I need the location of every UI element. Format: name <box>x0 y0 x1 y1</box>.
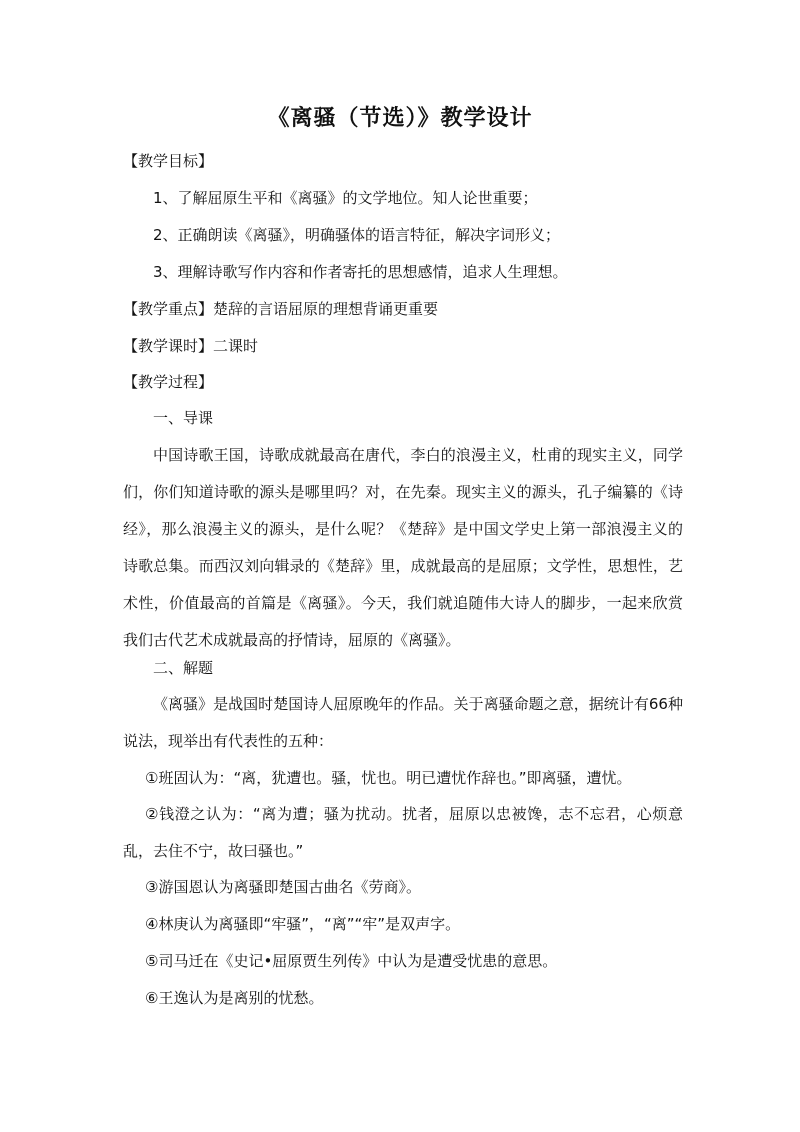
process-heading: 【教学过程】 <box>123 373 214 391</box>
section-explanation-intro: 《离骚》是战国时楚国诗人屈原晚年的作品。关于离骚命题之意，据统计有66种说法，现举出有代表性的五种： <box>123 695 683 750</box>
section-heading-intro: 一、导课 <box>153 409 214 427</box>
interpretation-item: ③游国恩认为离骚即楚国古曲名《劳商》。 <box>145 878 421 896</box>
interpretation-item: ②钱澄之认为：“离为遭；骚为扰动。扰者，屈原以忠被馋，志不忘君，心烦意乱，去住不宁，故曰骚也。” <box>123 805 683 860</box>
objectives-heading: 【教学目标】 <box>123 152 214 170</box>
document-title: 《离骚（节选）》教学设计 <box>267 106 533 131</box>
class-hours: 【教学课时】二课时 <box>123 337 259 355</box>
interpretation-item: ⑤司马迁在《史记•屈原贾生列传》中认为是遭受忧患的意思。 <box>145 952 558 970</box>
key-points: 【教学重点】楚辞的言语屈原的理想背诵更重要 <box>123 300 439 318</box>
objective-item: 3、理解诗歌写作内容和作者寄托的思想感情，追求人生理想。 <box>153 263 568 281</box>
interpretation-item: ⑥王逸认为是离别的忧愁。 <box>145 989 324 1007</box>
section-intro-paragraph: 中国诗歌王国，诗歌成就最高在唐代，李白的浪漫主义，杜甫的现实主义，同学们，你们知道诗歌的源头是哪里吗？对，在先秦。现实主义的源头，孔子编纂的《诗经》，那么浪漫主义的源头，是什么呢？《楚辞》是中国文学史上第一部浪漫主义的诗歌总集。而西汉刘向辑录的《楚辞》里，成就最高的是屈原；文学性，思想性，艺术性，价值最高的首篇是《离骚》。今天，我们就追随伟大诗人的脚步，一起来欣赏我们古代艺术成就最高的抒情诗，屈原的《离骚》。 <box>123 446 683 649</box>
objective-item: 2、正确朗读《离骚》，明确骚体的语言特征，解决字词形义； <box>153 226 561 244</box>
interpretation-item: ④林庚认为离骚即“牢骚”，“离”“牢”是双声字。 <box>145 915 461 933</box>
objective-item: 1、了解屈原生平和《离骚》的文学地位。知人论世重要； <box>153 189 538 207</box>
section-heading-explanation: 二、解题 <box>153 659 214 677</box>
interpretation-item: ①班固认为：“离，犹遭也。骚，忧也。明已遭忧作辞也。”即离骚，遭忧。 <box>145 769 632 787</box>
